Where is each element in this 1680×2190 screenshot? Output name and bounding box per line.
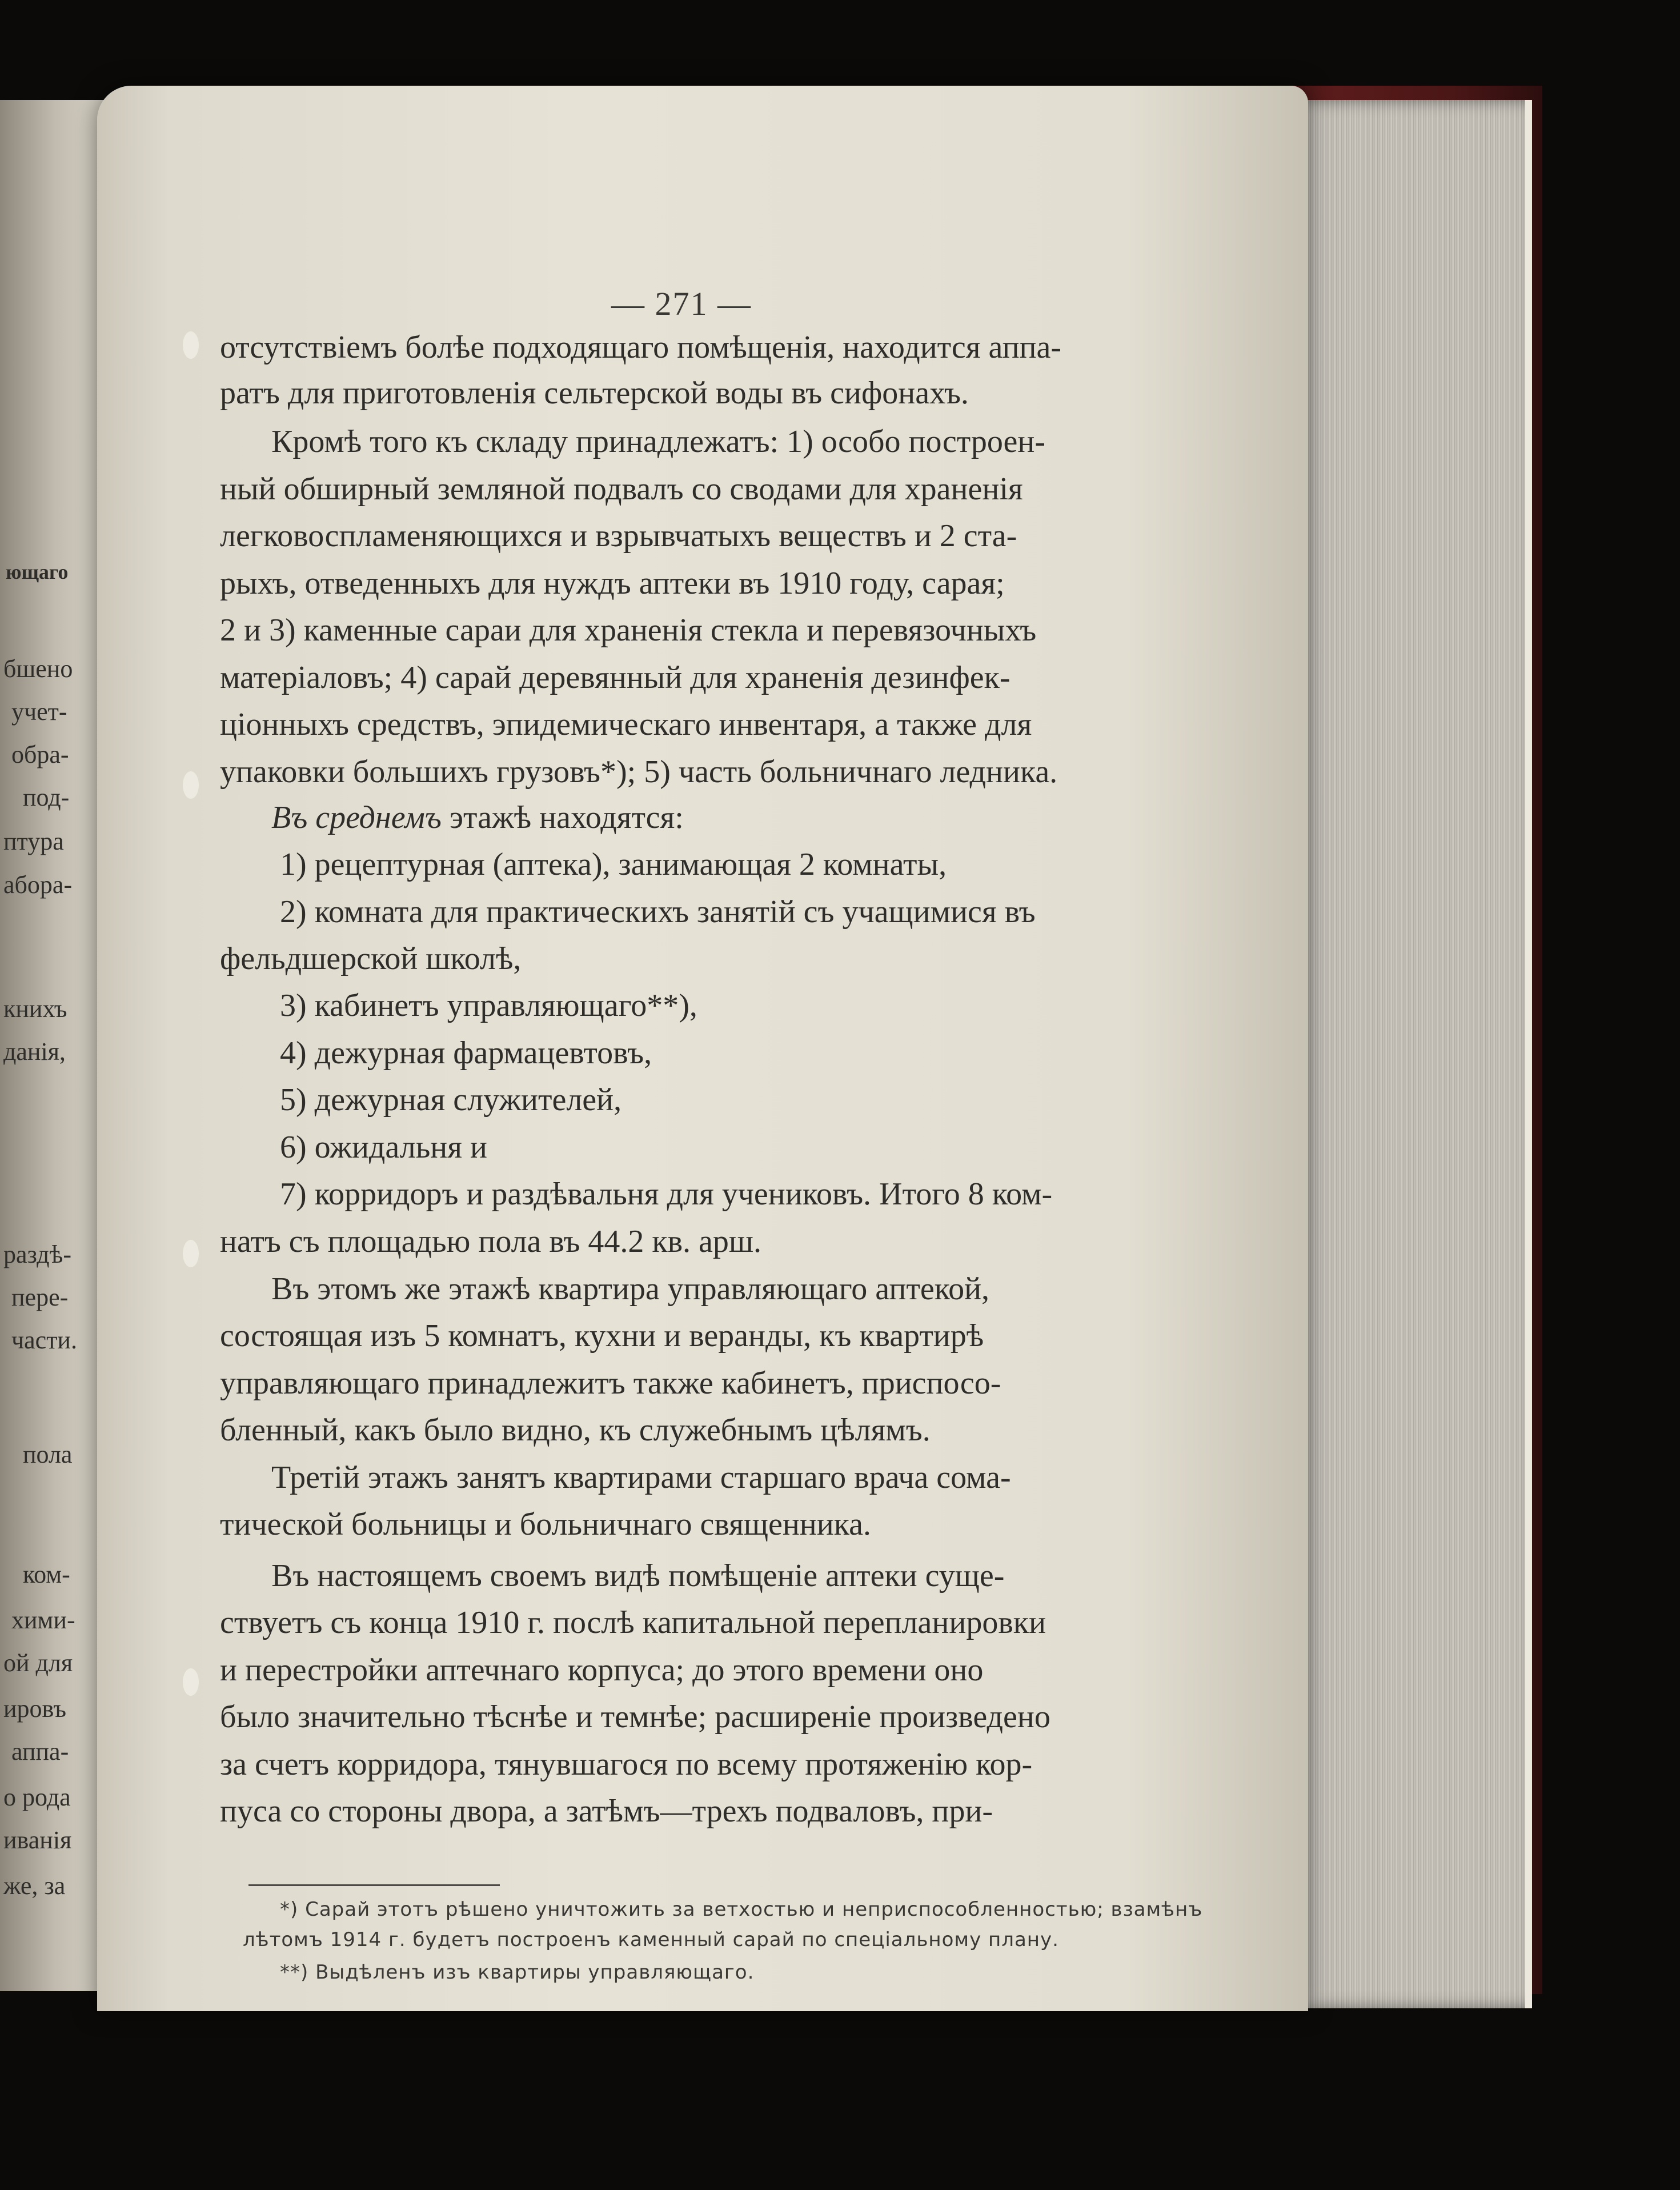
- list-item: 6) ожидальня и: [280, 1130, 487, 1165]
- footnote-continuation: лѣтомъ 1914 г. будетъ построенъ каменный сарай по спеціальному плану.: [243, 1928, 1059, 1951]
- text-line: и перестройки аптечнаго корпуса; до этого времени оно: [220, 1652, 984, 1688]
- text-line: упаковки большихъ грузовъ*); 5) часть больничнаго ледника.: [220, 754, 1058, 790]
- text-line: матеріаловъ; 4) сарай деревянный для храненія дезинфек-: [220, 660, 1011, 695]
- text-line: Кромѣ того къ складу принадлежатъ: 1) особо построен-: [271, 424, 1046, 459]
- list-item: 3) кабинетъ управляющаго**),: [280, 988, 697, 1023]
- left-page-fragment: абора-: [3, 871, 73, 899]
- text-line: 2 и 3) каменные сараи для храненія стекла и перевязочныхъ: [220, 612, 1037, 648]
- footnote-rule: [248, 1884, 500, 1886]
- text-line: Въ настоящемъ своемъ видѣ помѣщеніе аптеки суще-: [271, 1558, 1005, 1594]
- text-line: Въ этомъ же этажѣ квартира управляющаго аптекой,: [271, 1271, 990, 1307]
- text-line: пуса со стороны двора, а затѣмъ—трехъ подваловъ, при-: [220, 1793, 993, 1829]
- left-page-fragment: хими-: [11, 1606, 75, 1634]
- list-item: 1) рецептурная (аптека), занимающая 2 комнаты,: [280, 847, 947, 882]
- left-page-fragment: иванія: [3, 1826, 72, 1854]
- text-line: состоящая изъ 5 комнатъ, кухни и веранды, къ квартирѣ: [220, 1318, 984, 1354]
- left-page-fragment: книхъ: [3, 995, 67, 1023]
- left-page-fragment: пола: [23, 1440, 73, 1468]
- list-item: 2) комната для практическихъ занятій съ учащимися въ: [280, 894, 1036, 930]
- left-page-fragment: под-: [23, 783, 70, 811]
- footnote: **) Выдѣленъ изъ квартиры управляющаго.: [280, 1961, 755, 1984]
- list-item: 5) дежурная служителей,: [280, 1082, 622, 1118]
- left-page-fragment: ой для: [3, 1649, 73, 1677]
- text-line: ный обширный землянoй подвалъ со сводами для храненія: [220, 471, 1023, 507]
- list-item: 4) дежурная фармацевтовъ,: [280, 1035, 652, 1071]
- text-line: легковоспламеняющихся и взрывчатыхъ веществъ и 2 ста-: [220, 518, 1017, 554]
- section-intro-italic: Въ среднемъ: [271, 800, 442, 835]
- left-page-fragment: учет-: [11, 698, 67, 726]
- text-line: ствуетъ съ конца 1910 г. послѣ капитальной перепланировки: [220, 1605, 1046, 1640]
- left-page-fragment: ировъ: [3, 1695, 66, 1723]
- text-line: ціонныхъ средствъ, эпидемическаго инвентаря, а также для: [220, 707, 1032, 742]
- left-page-fragment: ющаго: [6, 560, 69, 583]
- left-page-fragment: ком-: [23, 1560, 70, 1588]
- left-page-fragment: пере-: [11, 1283, 69, 1311]
- left-page-fragment: о рода: [3, 1783, 71, 1811]
- left-page-fragment: бшено: [3, 655, 73, 683]
- left-page-fragment: же, за: [3, 1872, 66, 1900]
- left-page-fragment: части.: [11, 1326, 77, 1354]
- left-page-fragment: обра-: [11, 740, 69, 768]
- text-line: бленный, какъ было видно, къ служебнымъ цѣлямъ.: [220, 1412, 931, 1448]
- text-line: Третій этажъ занятъ квартирами старшаго врача сома-: [271, 1460, 1011, 1495]
- list-item-continuation: фельдшерской школѣ,: [220, 941, 522, 976]
- text-line: тической больницы и больничнаго священника.: [220, 1507, 871, 1542]
- text-line: отсутствіемъ болѣе подходящаго помѣщенія, находится аппа-: [220, 330, 1062, 365]
- section-intro-rest: этажѣ находятся:: [441, 800, 684, 835]
- text-line: за счетъ корридора, тянувшагося по всему протяженію кор-: [220, 1747, 1033, 1782]
- text-line: было значительно тѣснѣе и темнѣе; расширеніе произведено: [220, 1699, 1050, 1735]
- binding-hole: [183, 331, 199, 359]
- page-block-edge: [1285, 100, 1532, 2008]
- footnote: *) Сарай этотъ рѣшено уничтожить за ветхостью и неприспособленностью; взамѣнъ: [280, 1898, 1203, 1921]
- right-page: [97, 86, 1308, 2011]
- text-line: ратъ для приготовленія сельтерской воды въ сифонахъ.: [220, 375, 969, 411]
- left-page-fragment: аппа-: [11, 1737, 69, 1765]
- list-item: 7) корридоръ и раздѣвальня для учениковъ. Итого 8 ком-: [280, 1176, 1053, 1212]
- left-page-fragment: птура: [3, 827, 64, 855]
- binding-hole: [183, 1240, 199, 1267]
- left-page-fragment: данія,: [3, 1038, 66, 1066]
- page-number: — 271 —: [611, 285, 752, 322]
- list-item-continuation: натъ съ площадью пола въ 44.2 кв. арш.: [220, 1224, 762, 1259]
- binding-hole: [183, 1668, 199, 1696]
- text-line: управляющаго принадлежитъ также кабинетъ, приспосо-: [220, 1366, 1001, 1401]
- binding-hole: [183, 771, 199, 799]
- section-intro: [271, 802, 684, 834]
- text-line: рыхъ, отведенныхъ для нуждъ аптеки въ 1910 году, сарая;: [220, 566, 1005, 601]
- left-page-fragment: раздѣ-: [3, 1240, 72, 1268]
